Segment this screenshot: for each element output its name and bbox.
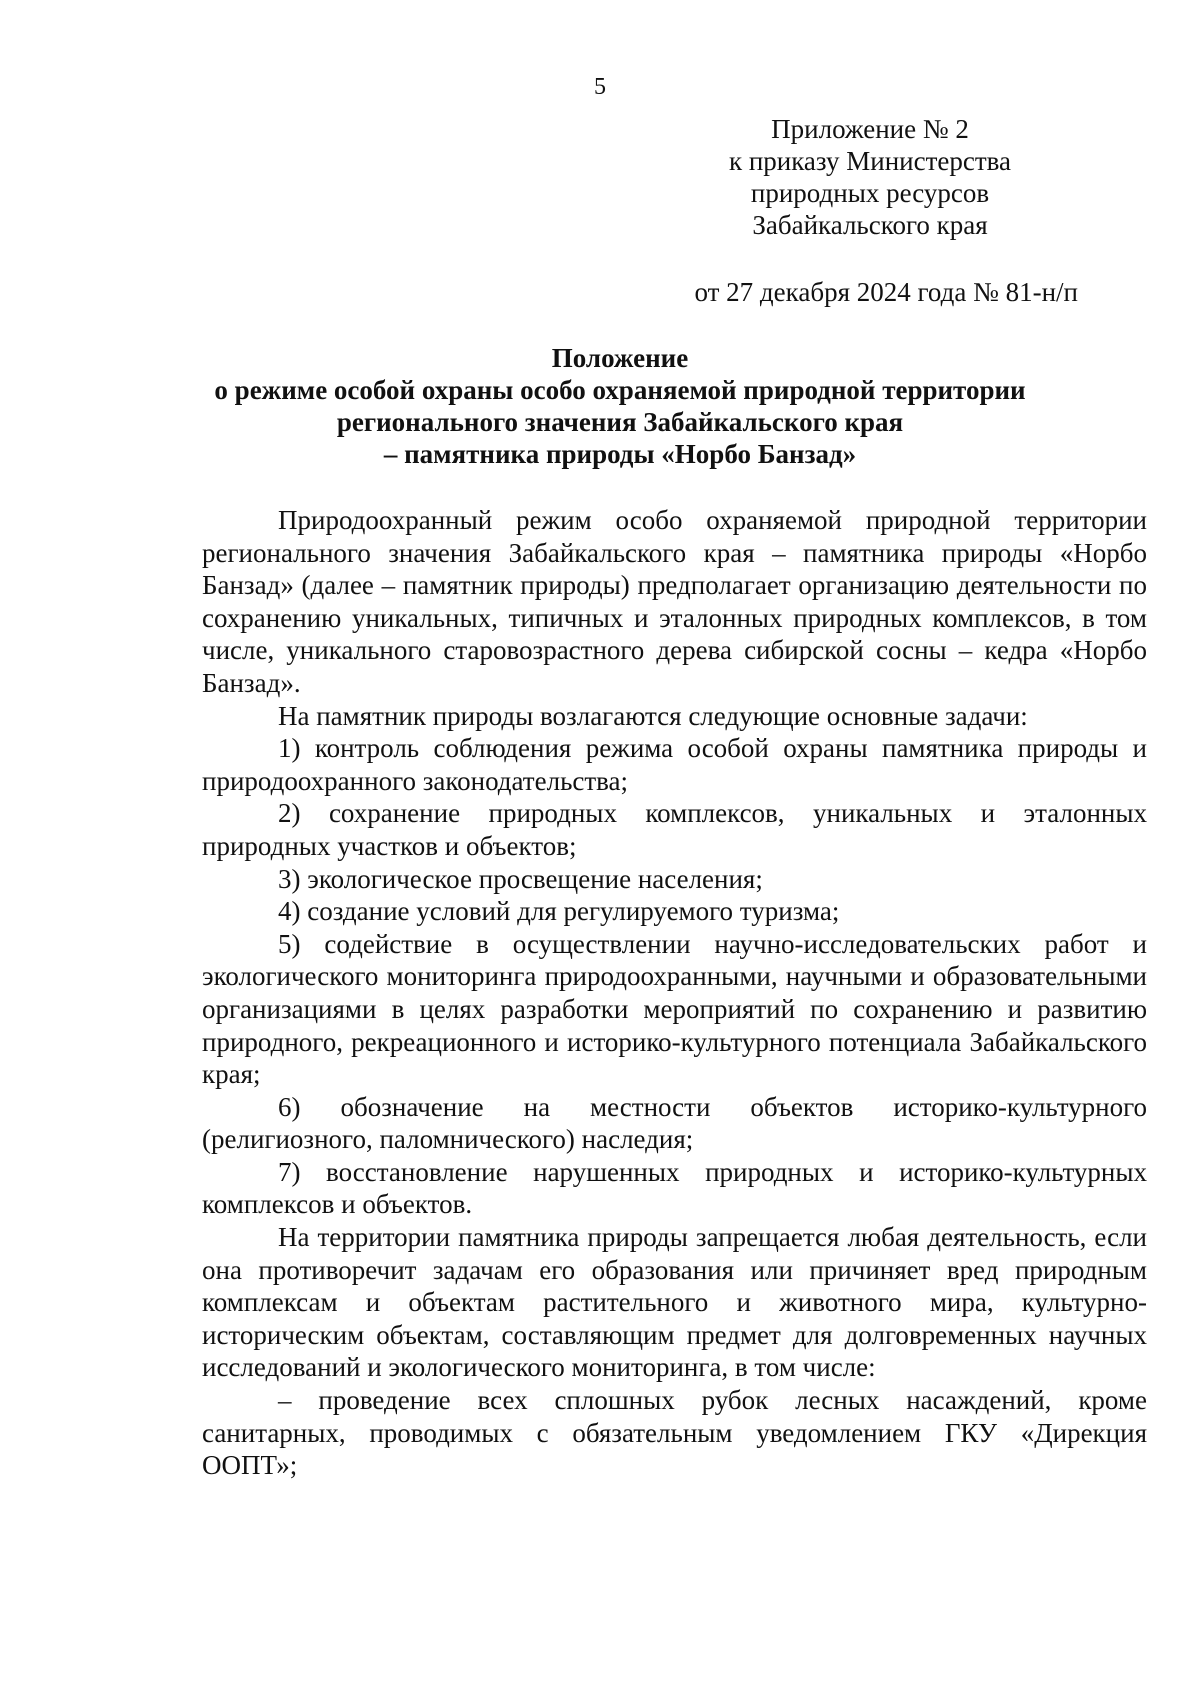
list-item-task-4: 4) создание условий для регулируемого туризма; bbox=[278, 896, 840, 927]
title-line-1: Положение bbox=[551, 343, 689, 373]
appendix-line-2: к приказу Министерства bbox=[728, 146, 1012, 176]
document-title bbox=[0, 342, 1200, 470]
paragraph-intro: Природоохранный режим особо охраняемой природной территории регионального значения Забайкальского края – памятника природы «Норбо Банзад» (далее – памятник природы) предполагает организацию деятельности по сохранению уникальных, типичных и эталонных природных комплексов, в том числе, уникального старовозрастного дерева сибирской сосны – кедра «Норбо Банзад». bbox=[202, 505, 1147, 698]
order-date: от 27 декабря 2024 года № 81-н/п bbox=[694, 277, 1078, 307]
list-item-task-2: 2) сохранение природных комплексов, уникальных и эталонных природных участков и объектов; bbox=[202, 798, 1147, 861]
appendix-line-1: Приложение № 2 bbox=[771, 114, 969, 144]
list-item-prohibition-1: – проведение всех сплошных рубок лесных насаждений, кроме санитарных, проводимых с обязательным уведомлением ГКУ «Дирекция ООПТ»; bbox=[202, 1385, 1147, 1481]
paragraph-tasks-heading: На памятник природы возлагаются следующие основные задачи: bbox=[278, 700, 1028, 731]
list-item-task-6: 6) обозначение на местности объектов историко-культурного (религиозного, паломнического) наследия; bbox=[202, 1091, 1147, 1155]
document-body bbox=[202, 504, 1147, 1482]
title-line-2: о режиме особой охраны особо охраняемой природной территории bbox=[214, 375, 1026, 405]
paragraph-prohibitions: На территории памятника природы запрещается любая деятельность, если она противоречит задачам его образования или причиняет вред природным комплексам и объектам растительного и животного мира, культурно-историческим объектам, составляющим предмет для долговременных научных исследований и экологического мониторинга, в том числе: bbox=[202, 1222, 1147, 1383]
title-line-3: регионального значения Забайкальского края bbox=[336, 407, 904, 437]
appendix-line-3: природных ресурсов bbox=[750, 178, 990, 208]
list-item-task-1: 1) контроль соблюдения режима особой охраны памятника природы и природоохранного законодательства; bbox=[202, 733, 1147, 796]
list-item-task-5: 5) содействие в осуществлении научно-исследовательских работ и экологического мониторинга природоохранными, научными и образовательными организациями в целях разработки мероприятий по сохранению и развитию природного, рекреационного и историко-культурного потенциала Забайкальского края; bbox=[202, 928, 1147, 1090]
list-item-task-7: 7) восстановление нарушенных природных и историко-культурных комплексов и объектов. bbox=[202, 1156, 1147, 1220]
title-line-4: – памятника природы «Норбо Банзад» bbox=[383, 439, 857, 469]
appendix-header bbox=[700, 113, 1040, 241]
appendix-line-4: Забайкальского края bbox=[752, 210, 988, 240]
page-number: 5 bbox=[594, 74, 606, 100]
list-item-task-3: 3) экологическое просвещение населения; bbox=[278, 863, 763, 894]
